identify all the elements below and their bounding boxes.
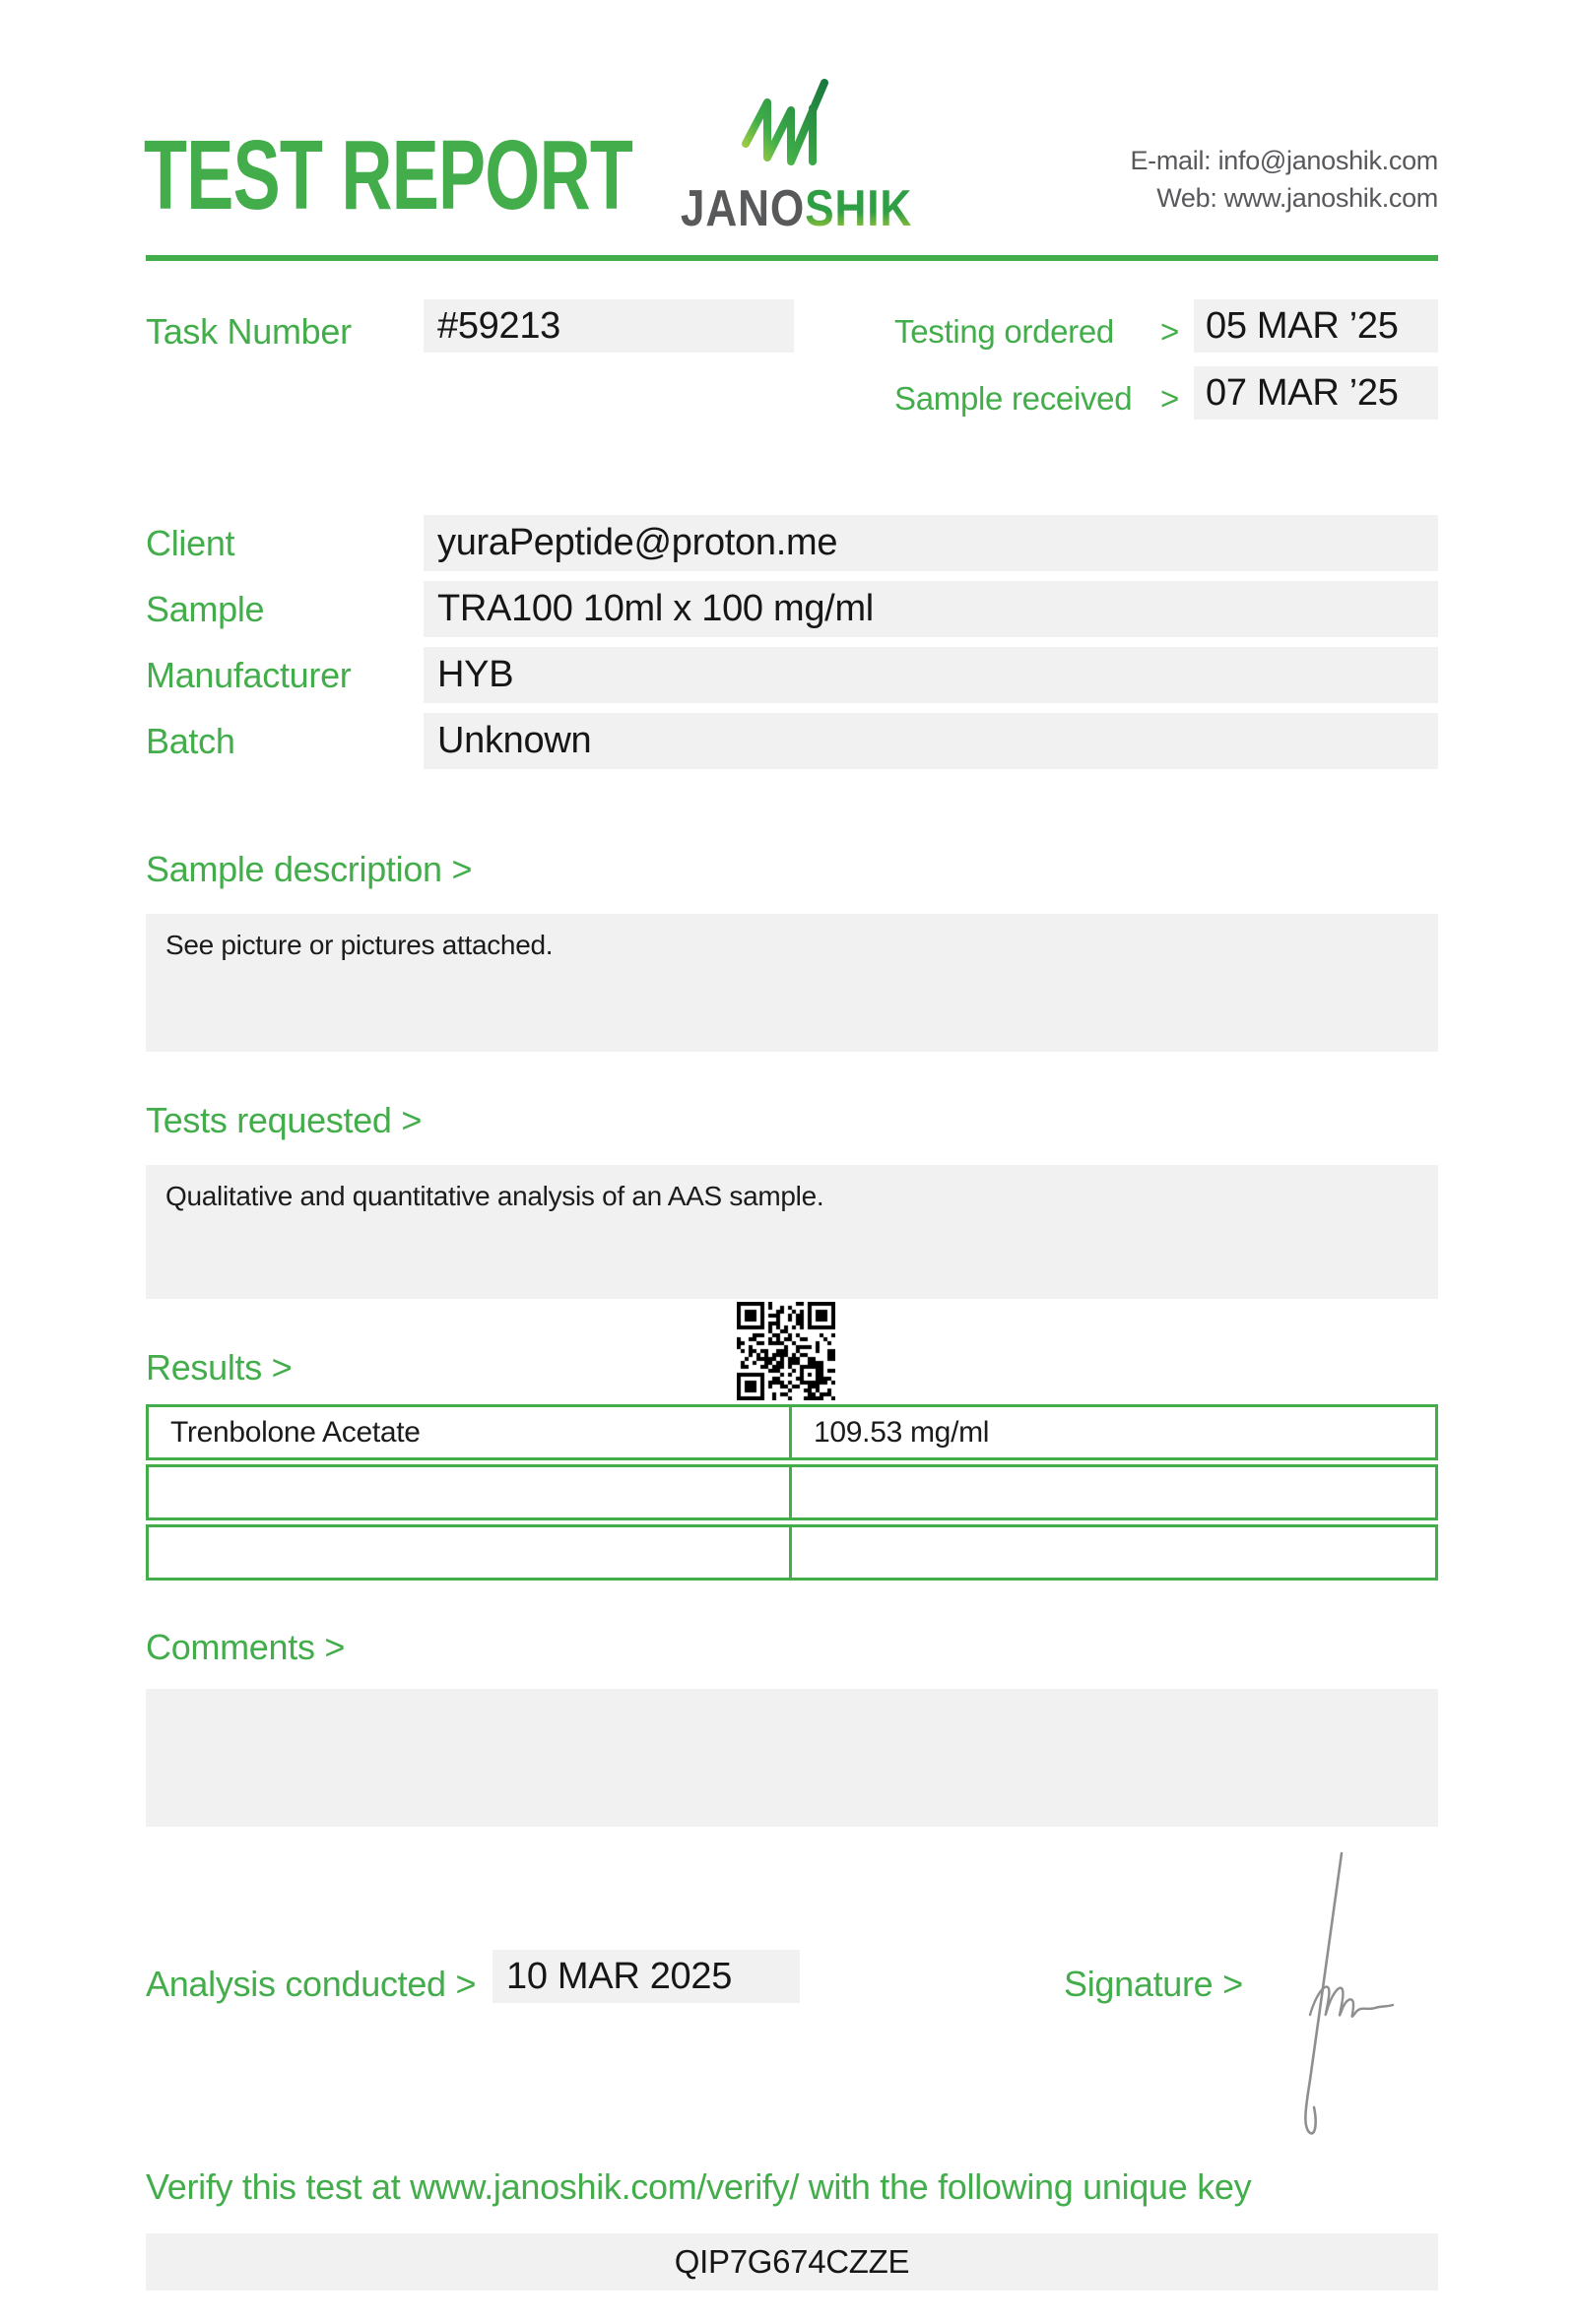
signature-scribble <box>1273 1847 1411 2143</box>
manufacturer-label: Manufacturer <box>146 654 352 695</box>
contact-web: Web: www.janoshik.com <box>1156 183 1438 213</box>
results-heading: Results > <box>146 1347 293 1388</box>
sample-received-arrow-icon: > <box>1160 380 1179 417</box>
detail-row-sample <box>146 581 1438 637</box>
qr-code <box>737 1302 835 1400</box>
contact-email: E-mail: info@janoshik.com <box>1130 146 1438 175</box>
signature-label: Signature > <box>1064 1964 1243 2004</box>
table-row <box>146 1524 1438 1581</box>
tests-requested-box: Qualitative and quantitative analysis of an AAS sample. <box>146 1165 1438 1299</box>
contact-block <box>1130 142 1438 217</box>
result-substance <box>146 1524 792 1581</box>
analysis-conducted-value: 10 MAR 2025 <box>492 1950 800 2003</box>
client-value: yuraPeptide@proton.me <box>424 515 1438 571</box>
client-label: Client <box>146 522 235 563</box>
verify-key: QIP7G674CZZE <box>146 2233 1438 2291</box>
result-concentration: 109.53 mg/ml <box>792 1404 1438 1460</box>
task-number-label: Task Number <box>146 311 352 352</box>
sample-label: Sample <box>146 588 265 629</box>
task-number-value: #59213 <box>424 299 794 353</box>
logo-shik: SHIK <box>805 180 913 237</box>
verify-instructions: Verify this test at www.janoshik.com/verify/ with the following unique key <box>146 2166 1252 2207</box>
testing-ordered-arrow-icon: > <box>1160 313 1179 350</box>
testing-ordered-value: 05 MAR ’25 <box>1194 299 1438 353</box>
result-concentration <box>792 1524 1438 1581</box>
analysis-conducted-label: Analysis conducted > <box>146 1964 477 2004</box>
comments-box <box>146 1689 1438 1827</box>
manufacturer-value: HYB <box>424 647 1438 703</box>
header-divider <box>146 255 1438 261</box>
table-row <box>146 1404 1438 1460</box>
tests-requested-heading: Tests requested > <box>146 1100 423 1140</box>
detail-row-manufacturer <box>146 647 1438 703</box>
detail-row-batch <box>146 713 1438 769</box>
batch-value: Unknown <box>424 713 1438 769</box>
logo-wordmark <box>680 180 913 237</box>
chart-logo-icon <box>735 77 835 165</box>
sample-received-label: Sample received <box>894 380 1133 417</box>
detail-row-client <box>146 515 1438 571</box>
results-table <box>146 1404 1438 1584</box>
page-title: TEST REPORT <box>144 120 633 230</box>
sample-value: TRA100 10ml x 100 mg/ml <box>424 581 1438 637</box>
result-substance: Trenbolone Acetate <box>146 1404 792 1460</box>
sample-description-box: See picture or pictures attached. <box>146 914 1438 1052</box>
result-substance <box>146 1464 792 1520</box>
sample-description-heading: Sample description > <box>146 849 473 889</box>
sample-received-value: 07 MAR ’25 <box>1194 366 1438 420</box>
result-concentration <box>792 1464 1438 1520</box>
logo-jano: JANO <box>680 180 806 237</box>
comments-heading: Comments > <box>146 1627 346 1667</box>
testing-ordered-label: Testing ordered <box>894 313 1114 350</box>
table-row <box>146 1464 1438 1520</box>
batch-label: Batch <box>146 720 235 761</box>
